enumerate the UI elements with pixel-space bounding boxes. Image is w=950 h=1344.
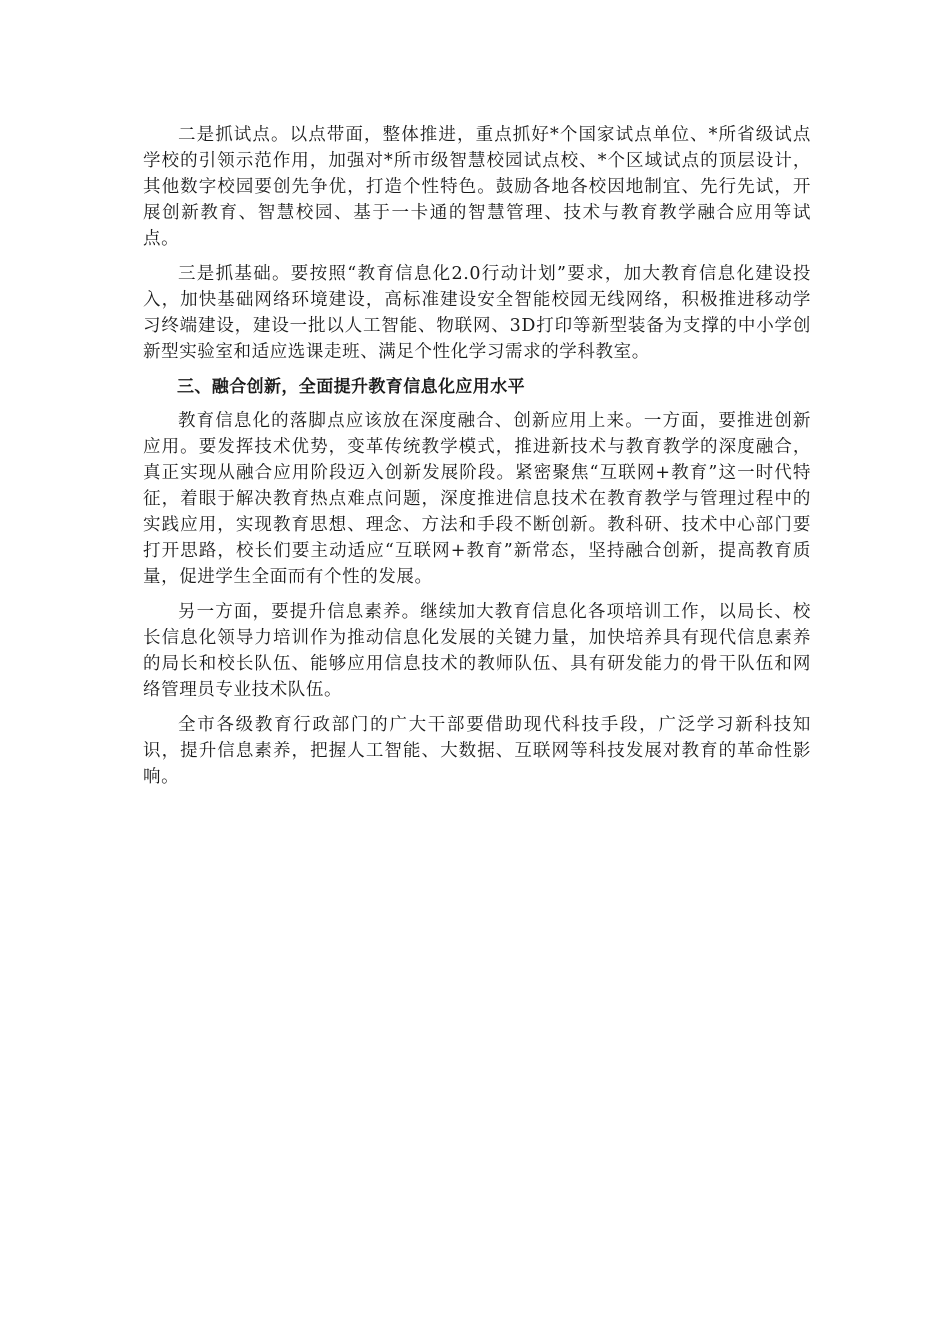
- paragraph-closing: 全市各级教育行政部门的广大干部要借助现代科技手段，广泛学习新科技知识，提升信息素养，把握人工智能、大数据、互联网等科技发展对教育的革命性影响。: [143, 715, 811, 787]
- paragraph-innovation-application: 教育信息化的落脚点应该放在深度融合、创新应用上来。一方面，要推进创新应用。要发挥技术优势，变革传统教学模式，推进新技术与教育教学的深度融合，真正实现从融合应用阶段迈入创新发展阶段。紧密聚焦“互联网+教育”这一时代特征，着眼于解决教育热点难点问题，深度推进信息技术在教育教学与管理过程中的实践应用，实现教育思想、理念、方法和手段不断创新。教科研、技术中心部门要打开思路，校长们要主动适应“互联网+教育”新常态，坚持融合创新，提高教育质量，促进学生全面而有个性的发展。: [143, 411, 811, 587]
- paragraph-information-literacy: 另一方面，要提升信息素养。继续加大教育信息化各项培训工作，以局长、校长信息化领导力培训作为推动信息化发展的关键力量，加快培养具有现代信息素养的局长和校长队伍、能够应用信息技术的教师队伍、具有研发能力的骨干队伍和网络管理员专业技术队伍。: [143, 602, 811, 700]
- document-body: [143, 122, 811, 799]
- paragraph-pilot-points: 二是抓试点。以点带面，整体推进，重点抓好*个国家试点单位、*所省级试点学校的引领示范作用，加强对*所市级智慧校园试点校、*个区域试点的顶层设计，其他数字校园要创先争优，打造个性特色。鼓励各地各校因地制宜、先行先试，开展创新教育、智慧校园、基于一卡通的智慧管理、技术与教育教学融合应用等试点。: [143, 125, 811, 249]
- section-heading-integration: 三、融合创新，全面提升教育信息化应用水平: [177, 377, 525, 397]
- paragraph-foundation: 三是抓基础。要按照“教育信息化2.0行动计划”要求，加大教育信息化建设投入，加快基础网络环境建设，高标准建设安全智能校园无线网络，积极推进移动学习终端建设，建设一批以人工智能、物联网、3D打印等新型装备为支撑的中小学创新型实验室和适应选课走班、满足个性化学习需求的学科教室。: [143, 264, 811, 362]
